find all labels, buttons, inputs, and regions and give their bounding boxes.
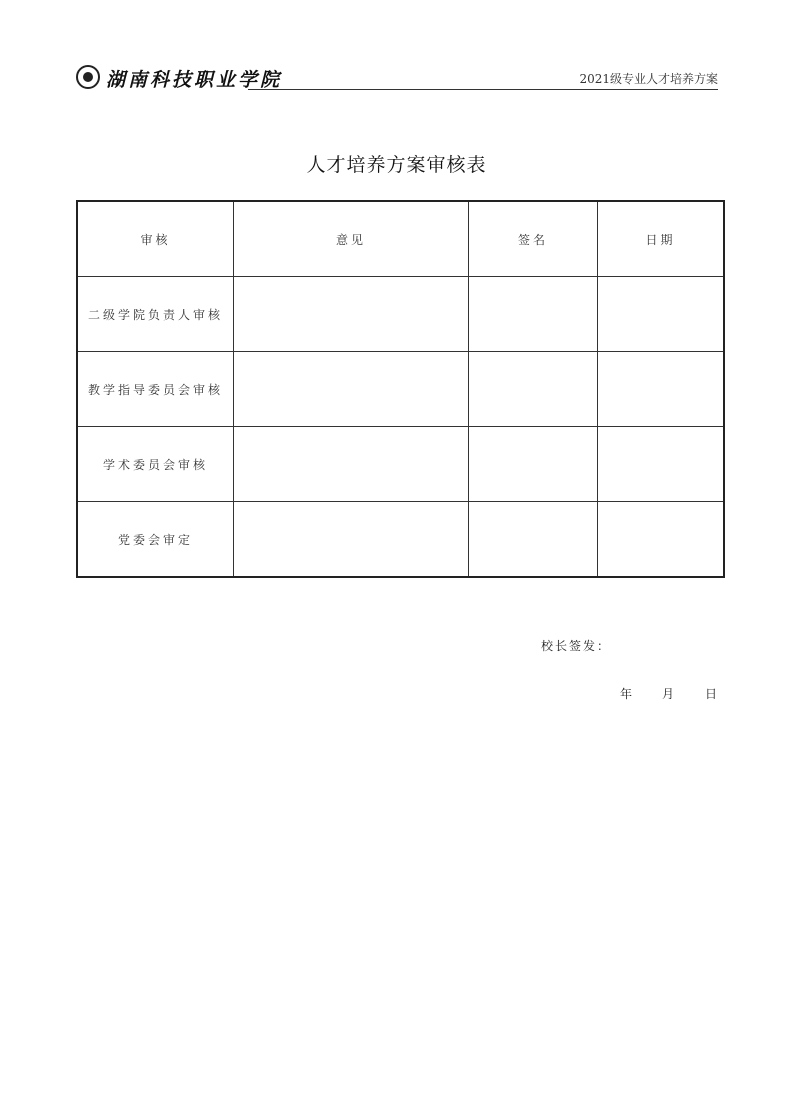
president-signoff-label: 校长签发： [541,639,612,653]
day-label: 日 [705,687,718,701]
table-header-row [77,201,724,277]
header-divider [248,89,718,90]
row-label: 二级学院负责人审核 [77,277,234,352]
signature-cell[interactable] [469,502,598,578]
header-cell-opinion: 意见 [234,201,469,277]
signature-cell[interactable] [469,427,598,502]
header-cell-review: 审核 [77,201,234,277]
opinion-cell[interactable] [234,277,469,352]
review-table [76,200,725,578]
table-row [77,277,724,352]
opinion-cell[interactable] [234,427,469,502]
table-row [77,502,724,578]
date-cell[interactable] [598,427,725,502]
year-label: 年 [620,687,633,701]
school-name: 湖南科技职业学院 [106,69,283,91]
date-cell[interactable] [598,277,725,352]
table-row [77,352,724,427]
month-label: 月 [662,687,675,701]
page-title: 人才培养方案审核表 [306,154,487,176]
school-logo-icon [76,65,100,89]
date-cell[interactable] [598,502,725,578]
header-cell-signature: 签名 [469,201,598,277]
date-cell[interactable] [598,352,725,427]
table-row [77,427,724,502]
page-header [76,62,718,92]
row-label: 党委会审定 [77,502,234,578]
opinion-cell[interactable] [234,352,469,427]
header-doc-title: 2021级专业人才培养方案 [579,72,718,86]
signature-cell[interactable] [469,352,598,427]
signature-cell[interactable] [469,277,598,352]
row-label: 学术委员会审核 [77,427,234,502]
header-cell-date: 日期 [598,201,725,277]
opinion-cell[interactable] [234,502,469,578]
row-label: 教学指导委员会审核 [77,352,234,427]
